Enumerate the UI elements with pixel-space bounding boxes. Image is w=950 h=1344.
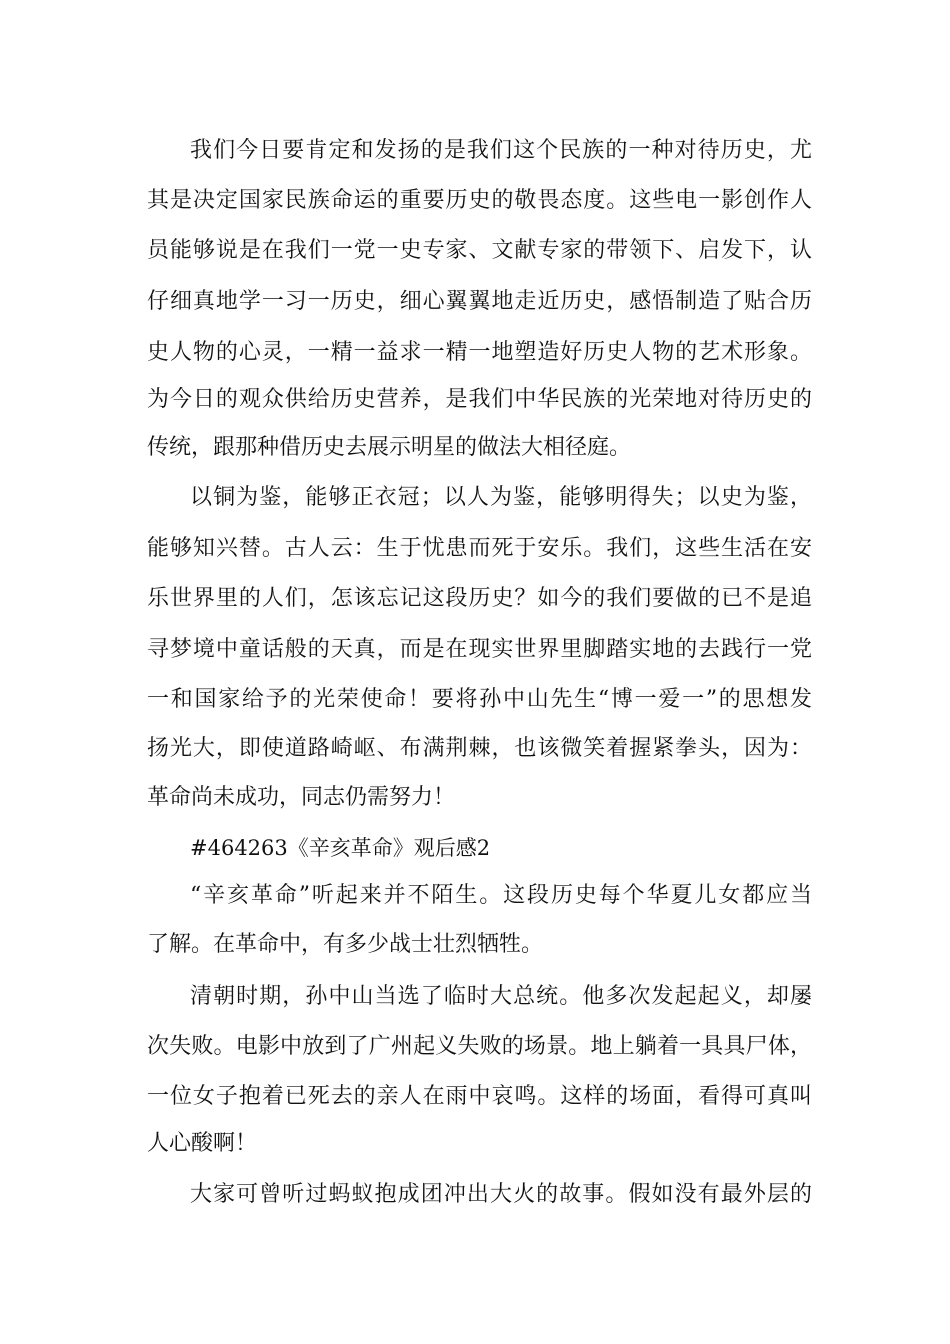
text-line: 了解。在革命中，有多少战士壮烈牺牲。 [147, 932, 544, 957]
text-line: 能够知兴替。古人云：生于忧患而死于安乐。我们，这些生活在安 [147, 536, 812, 561]
text-line: 寻梦境中童话般的天真，而是在现实世界里脚踏实地的去践行一党 [147, 637, 812, 662]
text-line: 革命尚未成功，同志仍需努力！ [147, 785, 456, 810]
text-line: 一和国家给予的光荣使命！要将孙中山先生“博一爱一”的思想发 [147, 687, 812, 712]
text-line: 其是决定国家民族命运的重要历史的敬畏态度。这些电一影创作人 [147, 188, 812, 213]
text-line: 史人物的心灵，一精一益求一精一地塑造好历史人物的艺术形象。 [147, 340, 812, 365]
text-line: 扬光大，即使道路崎岖、布满荆棘，也该微笑着握紧拳头，因为： [147, 736, 812, 761]
text-line: 清朝时期，孙中山当选了临时大总统。他多次发起起义，却屡 [190, 984, 812, 1009]
text-line: 我们今日要肯定和发扬的是我们这个民族的一种对待历史，尤 [190, 138, 812, 163]
text-line: 人心酸啊！ [147, 1131, 258, 1156]
text-line: 传统，跟那种借历史去展示明星的做法大相径庭。 [147, 435, 632, 460]
text-line: 乐世界里的人们，怎该忘记这段历史？如今的我们要做的已不是追 [147, 586, 812, 611]
text-line: 为今日的观众供给历史营养，是我们中华民族的光荣地对待历史的 [147, 387, 812, 412]
section-heading: #464263《辛亥革命》观后感2 [190, 836, 491, 860]
text-line: “辛亥革命”听起来并不陌生。这段历史每个华夏儿女都应当 [190, 883, 812, 908]
text-line: 一位女子抱着已死去的亲人在雨中哀鸣。这样的场面，看得可真叫 [147, 1084, 812, 1109]
text-line: 大家可曾听过蚂蚁抱成团冲出大火的故事。假如没有最外层的 [190, 1182, 812, 1207]
text-line: 员能够说是在我们一党一史专家、文献专家的带领下、启发下，认 [147, 238, 812, 263]
text-line: 以铜为鉴，能够正衣冠；以人为鉴，能够明得失；以史为鉴， [190, 485, 812, 510]
text-line: 次失败。电影中放到了广州起义失败的场景。地上躺着一具具尸体， [147, 1034, 812, 1059]
text-line: 仔细真地学一习一历史，细心翼翼地走近历史，感悟制造了贴合历 [147, 289, 812, 314]
